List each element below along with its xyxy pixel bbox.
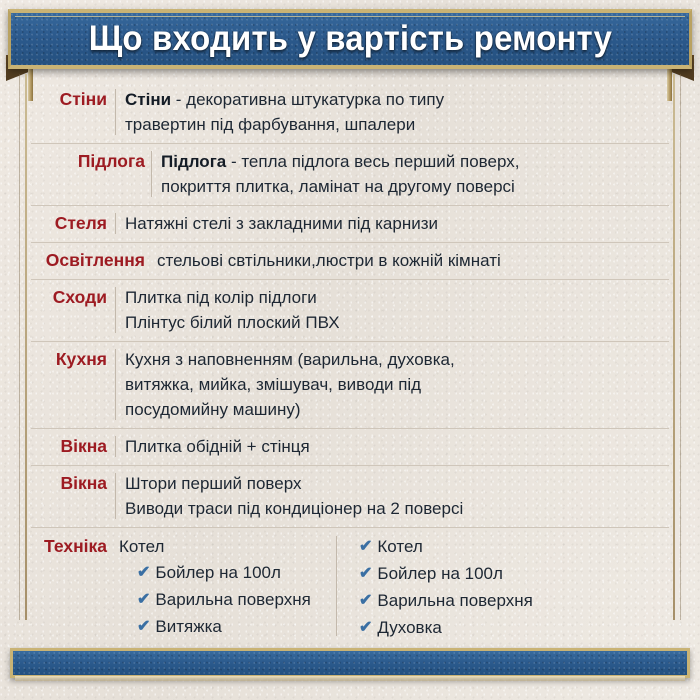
list-item-label: Бойлер на 100л bbox=[377, 564, 503, 583]
check-icon: ✔ bbox=[359, 619, 373, 636]
table-row bbox=[31, 206, 669, 243]
technika-right-column bbox=[337, 534, 669, 642]
list-item-label: Духовка bbox=[377, 618, 442, 637]
row-line-text: Натяжні стелі з закладними під карнизи bbox=[125, 214, 439, 233]
list-item-label: Котел bbox=[377, 537, 423, 556]
list-item bbox=[119, 587, 336, 614]
row-content bbox=[152, 149, 669, 199]
check-icon: ✔ bbox=[137, 591, 151, 608]
row-lead: Стіни bbox=[125, 90, 172, 109]
table-row bbox=[31, 82, 669, 144]
frame-line-left bbox=[25, 74, 27, 620]
row-content bbox=[116, 211, 669, 236]
technika-left-items bbox=[115, 534, 336, 641]
check-icon: ✔ bbox=[137, 618, 151, 635]
table-row-technika bbox=[31, 528, 669, 644]
table-row bbox=[31, 342, 669, 429]
table-row bbox=[31, 144, 669, 206]
row-line-text: Плитка обідній + стінця bbox=[125, 437, 310, 456]
banner-plate bbox=[8, 9, 692, 69]
row-line-text: посудомийну машину) bbox=[125, 400, 301, 419]
list-item-label: Бойлер на 100л bbox=[155, 563, 281, 582]
frame-line-right-outer bbox=[680, 74, 681, 620]
row-line-text: Штори перший поверх bbox=[125, 474, 302, 493]
row-lead: Підлога bbox=[161, 152, 227, 171]
list-item bbox=[119, 614, 336, 641]
page-title: Що входить у вартість ремонту bbox=[88, 19, 612, 58]
row-content bbox=[116, 347, 669, 422]
row-label: Стеля bbox=[54, 213, 107, 233]
row-label: Стіни bbox=[59, 89, 107, 109]
check-icon: ✔ bbox=[359, 538, 373, 555]
row-label: Сходи bbox=[52, 287, 107, 307]
row-content bbox=[151, 248, 669, 273]
row-line-text: Плінтус білий плоский ПВХ bbox=[125, 313, 340, 332]
list-item bbox=[359, 534, 669, 561]
title-banner bbox=[0, 9, 700, 71]
row-line-text: Виводи траси під кондиціонер на 2 поверсі bbox=[125, 499, 464, 518]
technika-left-column bbox=[31, 534, 336, 641]
table-row bbox=[31, 243, 669, 280]
list-item bbox=[359, 561, 669, 588]
row-line-text: - тепла підлога весь перший поверх, bbox=[226, 152, 520, 171]
spec-table bbox=[31, 82, 669, 637]
row-label: Кухня bbox=[55, 349, 107, 369]
row-line-text: стельові свтільники,люстри в кожній кімнаті bbox=[157, 251, 501, 270]
row-label: Техніка bbox=[44, 536, 107, 556]
check-icon: ✔ bbox=[359, 592, 373, 609]
table-row bbox=[31, 466, 669, 528]
row-line-text: травертин під фарбування, шпалери bbox=[125, 115, 416, 134]
list-item: Котел bbox=[119, 537, 165, 556]
list-item bbox=[359, 615, 669, 642]
row-label: Освітлення bbox=[45, 250, 145, 270]
table-row bbox=[31, 280, 669, 342]
bottom-decorative-bar bbox=[10, 648, 690, 678]
row-line-text: витяжка, мийка, змішувач, виводи під bbox=[125, 375, 422, 394]
list-item bbox=[359, 588, 669, 615]
check-icon: ✔ bbox=[359, 565, 373, 582]
frame-line-left-outer bbox=[19, 74, 20, 620]
row-line-text: Плитка під колір підлоги bbox=[125, 288, 317, 307]
row-line-text: Кухня з наповненням (варильна, духовка, bbox=[125, 350, 455, 369]
row-line-text: покриття плитка, ламінат на другому поверсі bbox=[161, 177, 515, 196]
row-line-text: - декоративна штукатурка по типу bbox=[171, 90, 445, 109]
row-content bbox=[116, 434, 669, 459]
list-item-label: Варильна поверхня bbox=[377, 591, 533, 610]
row-content bbox=[116, 471, 669, 521]
row-content bbox=[116, 87, 669, 137]
frame-line-right bbox=[673, 74, 675, 620]
row-label: Підлога bbox=[77, 151, 145, 171]
list-item bbox=[119, 560, 336, 587]
row-content bbox=[116, 285, 669, 335]
list-item-label: Варильна поверхня bbox=[155, 590, 311, 609]
row-label: Вікна bbox=[60, 473, 107, 493]
table-row bbox=[31, 429, 669, 466]
check-icon: ✔ bbox=[137, 564, 151, 581]
row-label: Вікна bbox=[60, 436, 107, 456]
list-item-label: Витяжка bbox=[155, 617, 222, 636]
